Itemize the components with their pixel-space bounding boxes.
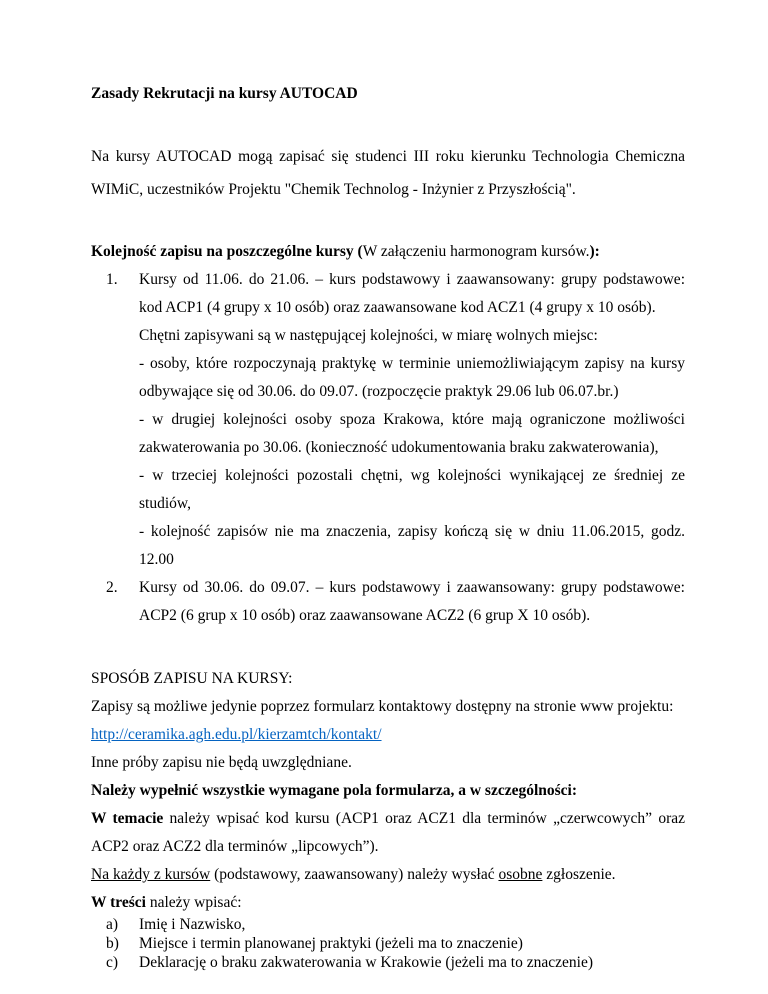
item1-sub2-line-2: zakwaterowania po 30.06. (konieczność udokumentowania braku zakwaterowania), bbox=[139, 439, 659, 456]
item2-line-2: ACP2 (6 grup x 10 osób) oraz zaawansowane ACZ2 (6 grup X 10 osób). bbox=[139, 607, 591, 624]
order-heading bbox=[91, 242, 600, 262]
order-heading-note: W załączeniu harmonogram kursów. bbox=[362, 243, 590, 260]
separate-emphasis: osobne bbox=[498, 866, 543, 883]
item1-sub3-line-2: studiów, bbox=[139, 495, 191, 512]
signup-heading: SPOSÓB ZAPISU NA KURSY: bbox=[91, 670, 293, 687]
list-letter: a) bbox=[106, 916, 119, 933]
each-course-text: (podstawowy, zaawansowany) należy wysłać bbox=[210, 866, 499, 883]
list-letter: b) bbox=[106, 935, 119, 952]
signup-line-1: Zapisy są możliwe jedynie poprzez formularz kontaktowy dostępny na stronie www projektu: bbox=[91, 698, 674, 715]
item1-sub2-line-1: - w drugiej kolejności osoby spoza Krakowa, które mają ograniczone możliwości bbox=[139, 411, 685, 428]
list-item: Miejsce i termin planowanej praktyki (jeżeli ma to znaczenie) bbox=[139, 935, 523, 952]
list-number: 1. bbox=[106, 271, 118, 288]
signup-line-3: Inne próby zapisu nie będą uwzględniane. bbox=[91, 754, 352, 771]
topic-label: W temacie bbox=[91, 810, 164, 827]
item2-line-1: Kursy od 30.06. do 09.07. – kurs podstawowy i zaawansowany: grupy podstawowe: bbox=[139, 579, 685, 596]
order-heading-end: ): bbox=[589, 243, 600, 260]
list-item: Imię i Nazwisko, bbox=[139, 916, 246, 933]
item1-line-3: Chętni zapisywani są w następującej kolejności, w miarę wolnych miejsc: bbox=[139, 327, 598, 344]
list-item: Deklarację o braku zakwaterowania w Krakowie (jeżeli ma to znaczenie) bbox=[139, 954, 593, 971]
item1-sub1-line-2: odbywające się od 30.06. do 09.07. (rozpoczęcie praktyk 29.06 lub 06.07.br.) bbox=[139, 383, 619, 400]
topic-line-1 bbox=[91, 809, 685, 829]
item1-sub4-line-2: 12.00 bbox=[139, 551, 174, 568]
contact-form-link[interactable]: http://ceramika.agh.edu.pl/kierzamtch/kontakt/ bbox=[91, 726, 382, 743]
item1-sub1-line-1: - osoby, które rozpoczynają praktykę w terminie uniemożliwiającym zapisy na kursy bbox=[139, 355, 685, 372]
intro-line-2: WIMiC, uczestników Projektu "Chemik Technolog - Inżynier z Przyszłością". bbox=[91, 181, 576, 198]
item1-sub3-line-1: - w trzeciej kolejności pozostali chętni, wg kolejności wynikającej ze średniej ze bbox=[139, 467, 685, 484]
intro-line-1: Na kursy AUTOCAD mogą zapisać się studenci III roku kierunku Technologia Chemiczna bbox=[91, 148, 685, 165]
each-course-emphasis: Na każdy z kursów bbox=[91, 866, 211, 883]
content-label: W treści bbox=[91, 894, 146, 911]
each-course-line bbox=[91, 865, 616, 885]
list-number: 2. bbox=[106, 579, 118, 596]
required-fields-note: Należy wypełnić wszystkie wymagane pola formularza, a w szczególności: bbox=[91, 782, 578, 799]
topic-text: należy wpisać kod kursu (ACP1 oraz ACZ1 dla terminów „czerwcowych” oraz bbox=[163, 810, 685, 827]
document-title: Zasady Rekrutacji na kursy AUTOCAD bbox=[91, 85, 358, 102]
each-course-end: zgłoszenie. bbox=[542, 866, 616, 883]
item1-line-2: kod ACP1 (4 grupy x 10 osób) oraz zaawansowane kod ACZ1 (4 grupy x 10 osób). bbox=[139, 299, 656, 316]
item1-sub4-line-1: - kolejność zapisów nie ma znaczenia, zapisy kończą się w dniu 11.06.2015, godz. bbox=[139, 523, 685, 540]
order-heading-bold: Kolejność zapisu na poszczególne kursy ( bbox=[91, 243, 363, 260]
content-text: należy wpisać: bbox=[145, 894, 242, 911]
list-letter: c) bbox=[106, 954, 119, 971]
signup-link-line bbox=[91, 725, 382, 745]
content-line bbox=[91, 893, 242, 913]
topic-line-2: ACP2 oraz ACZ2 dla terminów „lipcowych”). bbox=[91, 838, 379, 855]
item1-line-1: Kursy od 11.06. do 21.06. – kurs podstawowy i zaawansowany: grupy podstawowe: bbox=[139, 271, 685, 288]
